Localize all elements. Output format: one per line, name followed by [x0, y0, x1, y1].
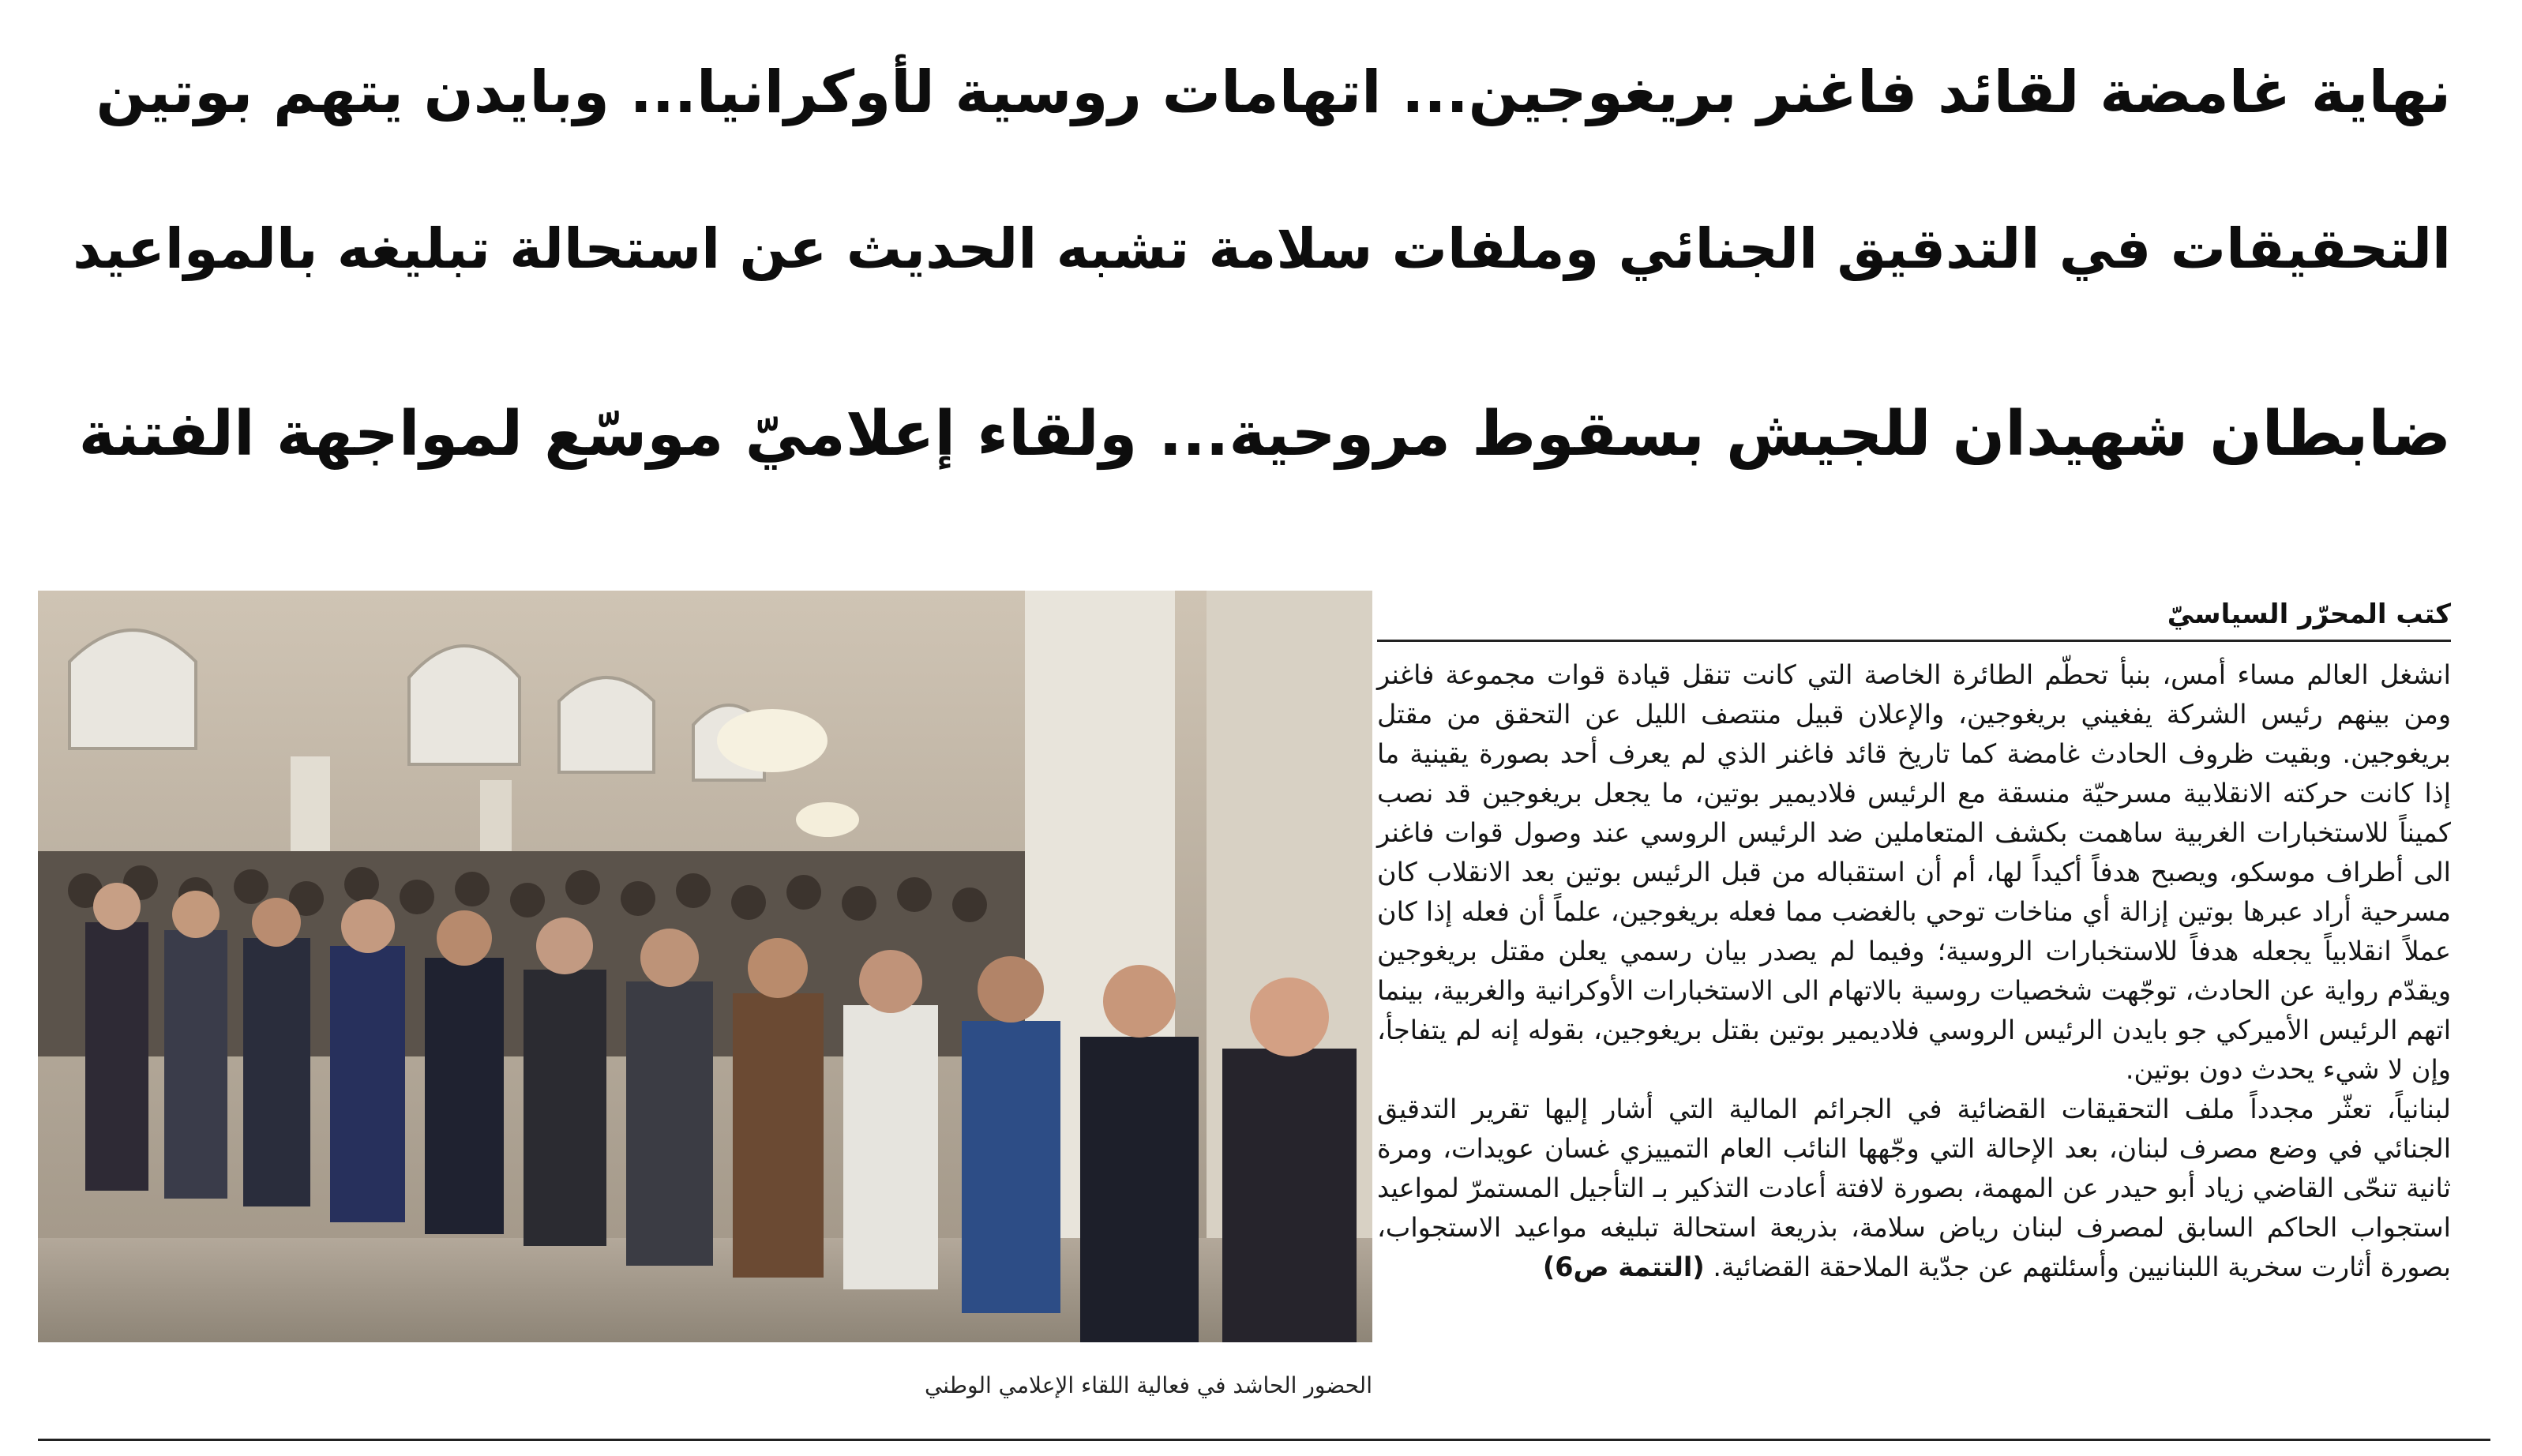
article-paragraph-international: انشغل العالم مساء أمس، بنبأ تحطّم الطائرة الخاصة التي كانت تنقل قيادة قوات مجموعة فاغنر ومن بينهم رئيس الشركة يفغيني بريغوجين، والإعلان قبيل منتصف الليل عن التحقق من مقتل بريغوجين. وبقيت ظروف الحادث غامضة كما تاريخ قائد فاغنر الذي لم يعرف أحد بصورة يقينية ما إذا كانت حركته الانقلابية مسرحيّة منسقة مع الرئيس فلاديمير بوتين، ما يجعل بريغوجين قد نصب كميناً للاستخبارات الغربية ساهمت بكشف المتعاملين ضد الرئيس الروسي عند وصول قوات فاغنر الى أطراف موسكو، ويصبح هدفاً أكيداً لها، أم أن استقباله من قبل الرئيس بوتين بعد الانقلاب كان مسرحية أراد عبرها بوتين إزالة أي مناخات توحي بالغضب مما فعله بريغوجين، علماً أن فعله إذا كان عملاً انقلابياً يجعله هدفاً للاستخبارات الروسية؛ وفيما لم يصدر بيان رسمي يعلن مقتل بريغوجين ويقدّم رواية عن الحادث، توجّهت شخصيات روسية بالاتهام الى الاستخبارات الأوكرانية والغربية، بينما اتهم الرئيس الأميركي جو بايدن الرئيس الروسي فلاديمير بوتين بقتل بريغوجين، بقوله إنه لم يتفاجأ، وإن لا شيء يحدث دون بوتين.	[1377, 659, 2451, 1085]
bottom-rule	[38, 1439, 2490, 1441]
headline-forensic-audit: التحقيقات في التدقيق الجنائي وملفات سلامة تشبه الحديث عن استحالة تبليغه بالمواعيد	[73, 216, 2451, 281]
continuation-link[interactable]: (التتمة ص6)	[1542, 1251, 1705, 1282]
article-body	[1377, 655, 2451, 1287]
article-paragraph-lebanon	[1377, 1090, 2451, 1287]
photo-caption: الحضور الحاشد في فعالية اللقاء الإعلامي الوطني	[924, 1372, 1372, 1398]
headline-army-helicopter: ضابطان شهيدان للجيش بسقوط مروحية... ولقاء إعلاميّ موسّع لمواجهة الفتنة	[78, 399, 2451, 470]
event-photo	[38, 591, 1372, 1342]
headline-wagner: نهاية غامضة لقائد فاغنر بريغوجين... اتهامات روسية لأوكرانيا... وبايدن يتهم بوتين	[96, 58, 2451, 126]
article-paragraph-lebanon-text: لبنانياً، تعثّر مجدداً ملف التحقيقات القضائية في الجرائم المالية التي أشار إليها تقرير التدقيق الجنائي في وضع مصرف لبنان، بعد الإحالة التي وجّهها النائب العام التمييزي غسان عويدات، ومرة ثانية تنحّى القاضي زياد أبو حيدر عن المهمة، بصورة لافتة أعادت التذكير بـ التأجيل المستمرّ لمواعيد استجواب الحاكم السابق لمصرف لبنان رياض سلامة، بذريعة استحالة تبليغه مواعيد الاستجواب، بصورة أثارت سخرية اللبنانيين وأسئلتهم عن جدّية الملاحقة القضائية.	[1377, 1094, 2451, 1282]
article-byline: كتب المحرّر السياسيّ	[1377, 599, 2451, 642]
